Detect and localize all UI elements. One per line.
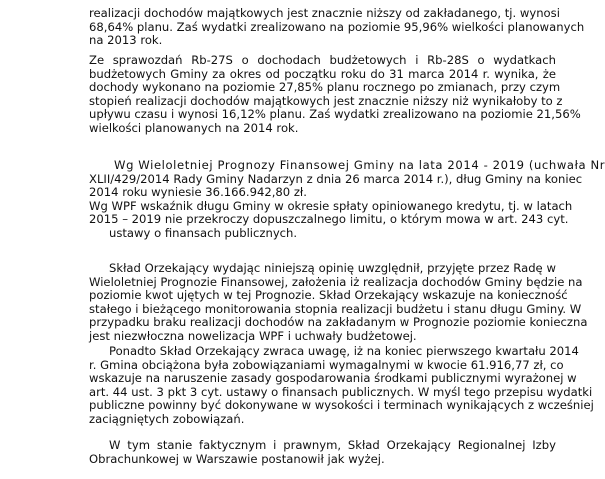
paragraph-overdue-liabilities — [89, 344, 594, 427]
text-line: publiczne powinny być dokonywane w wysokości i terminach wynikających z wcześniej — [89, 398, 594, 413]
text-line: stałego i bieżącego monitorowania stopnia realizacji budżetu i stanu długu Gminy. W — [89, 301, 582, 316]
text-line: stopień realizacji dochodów majątkowych jest znacznie niższy niż wynikałoby to z — [89, 93, 563, 108]
text-line: budżetowych Gminy za okres od początku roku do 31 marca 2014 r. wynika, że — [89, 66, 556, 81]
text-line: przypadku braku realizacji dochodów na zakładanym w Prognozie poziomie konieczna — [89, 315, 588, 330]
text-line: poziomie kwot ujętych w tej Prognozie. Skład Orzekający wskazuje na konieczność — [89, 288, 568, 303]
text-line: Ponadto Skład Orzekający zwraca uwagę, iż na koniec pierwszego kwartału 2014 — [109, 344, 579, 358]
text-line: zaciągniętych zobowiązań. — [89, 411, 245, 426]
text-line: Wieloletniej Prognozie Finansowej, założenia iż realizacja dochodów Gminy będzie na — [89, 274, 583, 289]
text-line: XLII/429/2014 Rady Gminy Nadarzyn z dnia 26 marca 2014 r.), dług Gminy na koniec — [89, 171, 583, 186]
text-line: W tym stanie faktycznym i prawnym, Skład Orzekający Regionalnej Izby — [109, 438, 556, 452]
paragraph-conclusion — [89, 439, 556, 466]
text-line: 68,64% planu. Zaś wydatki zrealizowano na poziomie 95,96% wielkości planowanych — [89, 19, 585, 34]
text-line: jest niezwłoczna nowelizacja WPF i uchwały budżetowej. — [89, 328, 417, 343]
paragraph-wpf-debt — [89, 158, 605, 241]
text-line: upływu czasu i wynosi 16,12% planu. Zaś wydatki zrealizowano na poziomie 21,56% — [89, 107, 581, 122]
text-line: Ze sprawozdań Rb-27S o dochodach budżetowych i Rb-28S o wydatkach — [89, 53, 556, 67]
text-line: r. Gmina obciążona była zobowiązaniami wymagalnymi w kwocie 61.916,77 zł, co — [89, 357, 564, 372]
text-line: na 2013 rok. — [89, 33, 163, 48]
text-line: art. 44 ust. 3 pkt 3 cyt. ustawy o finansach publicznych. W myśl tego przepisu wydatki — [89, 384, 593, 399]
text-line: Wg WPF wskaźnik długu Gminy w okresie spłaty opiniowanego kredytu, tj. w latach — [89, 198, 573, 213]
text-line: ustawy o finansach publicznych. — [109, 225, 298, 240]
text-line: dochody wykonano na poziomie 27,85% planu rocznego po zmianach, przy czym — [89, 80, 561, 95]
text-line: wielkości planowanych na 2014 rok. — [89, 120, 299, 135]
paragraph-budget-2013 — [89, 6, 585, 48]
text-line: Skład Orzekający wydając niniejszą opinię uwzględnił, przyjęte przez Radę w — [109, 261, 556, 275]
text-line: Wg Wieloletniej Prognozy Finansowej Gminy na lata 2014 - 2019 (uchwała Nr — [114, 158, 605, 172]
text-line: Obrachunkowej w Warszawie postanowił jak wyżej. — [89, 451, 385, 466]
text-line: 2015 – 2019 nie przekroczy dopuszczalnego limitu, o którym mowa w art. 243 cyt. — [89, 212, 569, 227]
paragraph-opinion-basis — [89, 261, 588, 344]
text-line: 2014 roku wyniesie 36.166.942,80 zł. — [89, 185, 307, 200]
paragraph-rb-reports — [89, 53, 581, 136]
text-line: realizacji dochodów majątkowych jest znacznie niższy od zakładanego, tj. wynosi — [89, 6, 560, 20]
text-line: wskazuje na naruszenie zasady gospodarowania środkami publicznymi wyrażonej w — [89, 371, 577, 386]
